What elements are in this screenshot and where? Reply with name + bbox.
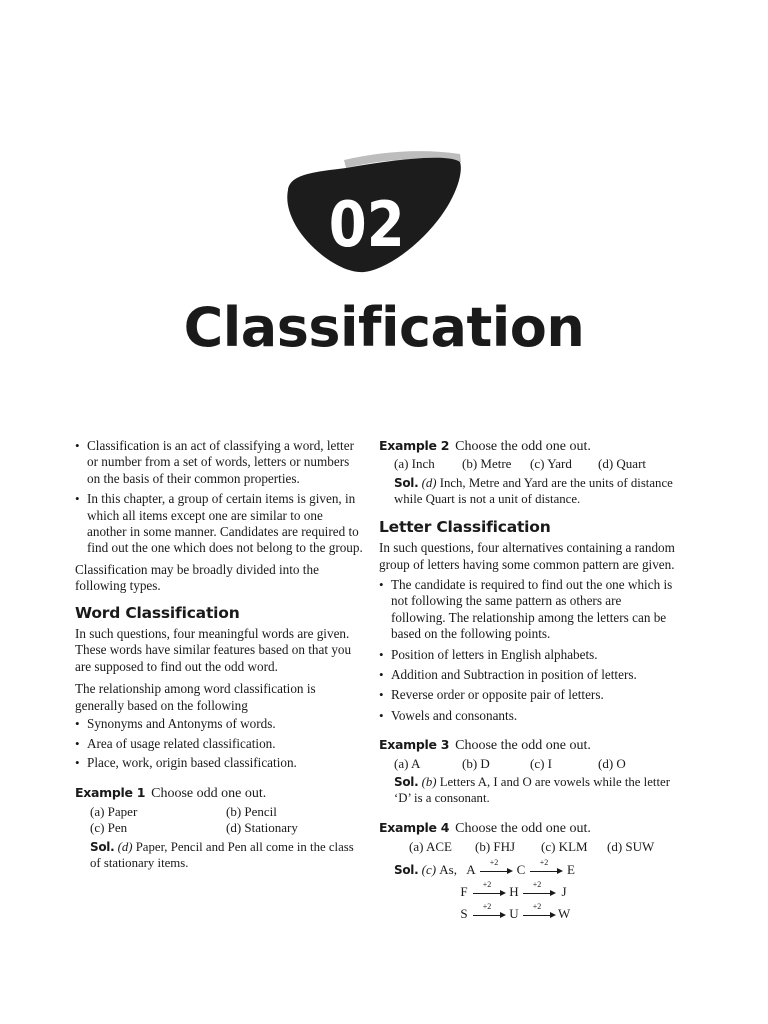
letter-bullet: • The candidate is required to find out the one which is not following the same pattern as others are following. The relationship among the letters can be based on the following points. <box>379 577 679 643</box>
solution-label: Sol. <box>394 775 419 790</box>
option: (c) Pen <box>90 820 128 836</box>
option: (b) Pencil <box>226 803 277 819</box>
example-3-solution <box>379 774 679 806</box>
solution-label: Sol. <box>394 862 419 877</box>
right-column <box>379 438 679 925</box>
example-1-options <box>75 804 365 837</box>
option: (a) Paper <box>90 803 138 819</box>
option: (a) A <box>394 755 421 771</box>
option: (c) Yard <box>530 456 572 472</box>
sequence-letter: A <box>466 861 476 877</box>
arrow-label: +2 <box>539 857 549 867</box>
sequence-letter: S <box>460 905 468 921</box>
solution-label: Sol. <box>90 839 115 854</box>
solution-answer: (d) <box>421 475 437 490</box>
example-label: Example 4 <box>379 820 450 836</box>
word-bullet: • Area of usage related classification. <box>75 736 365 752</box>
arrow-label: +2 <box>482 901 492 911</box>
arrow-label: +2 <box>482 879 492 889</box>
letter-bullet-list <box>379 577 679 724</box>
sequence-letter: W <box>558 905 571 921</box>
chapter-badge <box>284 148 464 278</box>
option: (a) ACE <box>409 838 452 854</box>
example-3 <box>379 737 679 806</box>
arrow-icon <box>471 901 507 920</box>
word-classification-paragraph: In such questions, four meaningful words are given. These words have similar features based on that you are supposed to find out the odd word. <box>75 626 352 674</box>
example-4-options <box>379 839 679 855</box>
solution-label: Sol. <box>394 475 419 490</box>
solution-text: Letters A, I and O are vowels while the letter ‘D’ is a consonant. <box>394 775 670 806</box>
option: (d) Stationary <box>226 820 298 836</box>
chapter-badge-shape <box>284 148 464 278</box>
solution-prefix: As, <box>439 861 457 877</box>
arrow-icon <box>471 879 507 898</box>
example-2 <box>379 438 679 507</box>
letter-classification-paragraph: In such questions, four alternatives containing a random group of letters having some common pattern are given. <box>379 540 675 572</box>
option: (d) O <box>598 755 626 771</box>
example-2-header <box>379 438 679 455</box>
letter-bullet: • Reverse order or opposite pair of letters. <box>379 687 679 703</box>
arrow-icon <box>521 901 557 920</box>
arrow-label: +2 <box>489 857 499 867</box>
example-3-header <box>379 737 679 754</box>
option: (a) Inch <box>394 456 435 472</box>
solution-text: Paper, Pencil and Pen all come in the class of stationary items. <box>90 839 354 870</box>
word-bullet-list <box>75 716 365 771</box>
option: (c) KLM <box>541 838 588 854</box>
example-3-options <box>379 756 679 772</box>
sequence-row <box>394 903 679 925</box>
word-bullet: • Place, work, origin based classification. <box>75 755 365 771</box>
option: (d) Quart <box>598 456 647 472</box>
solution-text: Inch, Metre and Yard are the units of distance while Quart is not a unit of distance. <box>394 475 673 506</box>
sequence-letter: F <box>460 883 468 899</box>
example-1-solution <box>75 839 365 871</box>
arrow-icon <box>528 857 564 876</box>
example-question: Choose the odd one out. <box>455 439 591 454</box>
arrow-label: +2 <box>532 901 542 911</box>
chapter-number: 02 <box>328 188 405 261</box>
example-label: Example 3 <box>379 737 450 753</box>
left-column <box>75 438 365 871</box>
sequence-letter: C <box>516 861 526 877</box>
example-question: Choose odd one out. <box>151 786 267 802</box>
word-bullet: • Synonyms and Antonyms of words. <box>75 716 365 732</box>
intro-bullet-list <box>75 438 365 557</box>
example-4-solution <box>379 859 679 925</box>
intro-bullet: • Classification is an act of classifying a word, letter or number from a set of words, letters or numbers on the basis of their common properties. <box>75 438 365 487</box>
sequence-letter: J <box>561 883 567 899</box>
letter-classification-heading: Letter Classification <box>379 517 551 536</box>
example-2-options <box>379 456 679 472</box>
intro-bullet: • In this chapter, a group of certain items is given, in which all items except one are similar to one another in some manner. Candidates are required to find out the one which does not belong to the group. <box>75 491 365 557</box>
letter-bullet: • Position of letters in English alphabets. <box>379 647 679 663</box>
word-relationship-paragraph: The relationship among word classification is generally based on the following <box>75 681 316 713</box>
example-1-header <box>75 785 365 802</box>
intro-paragraph: Classification may be broadly divided into the following types. <box>75 561 319 594</box>
chapter-title: Classification <box>183 296 585 359</box>
example-4-header <box>379 820 679 837</box>
example-2-solution <box>379 475 679 507</box>
option: (b) Metre <box>462 456 512 472</box>
example-label: Example 1 <box>75 785 146 801</box>
arrow-label: +2 <box>532 879 542 889</box>
example-4 <box>379 820 679 925</box>
arrow-icon <box>521 879 557 898</box>
example-label: Example 2 <box>379 438 450 453</box>
example-question: Choose the odd one out. <box>455 821 591 837</box>
option: (b) D <box>462 755 490 771</box>
arrow-icon <box>478 857 514 876</box>
word-classification-heading: Word Classification <box>75 603 240 622</box>
sequence-letter: E <box>567 861 575 877</box>
example-1 <box>75 785 365 870</box>
option: (c) I <box>530 755 553 771</box>
option: (d) SUW <box>607 838 655 854</box>
solution-answer: (b) <box>421 775 437 790</box>
sequence-letter: H <box>509 883 519 899</box>
letter-bullet: • Vowels and consonants. <box>379 708 679 724</box>
sequence-letter: U <box>509 905 519 921</box>
option: (b) FHJ <box>475 838 516 854</box>
solution-answer: (d) <box>117 839 133 854</box>
solution-answer: (c) <box>421 861 437 877</box>
letter-bullet: • Addition and Subtraction in position of letters. <box>379 667 679 683</box>
example-question: Choose the odd one out. <box>455 738 591 754</box>
